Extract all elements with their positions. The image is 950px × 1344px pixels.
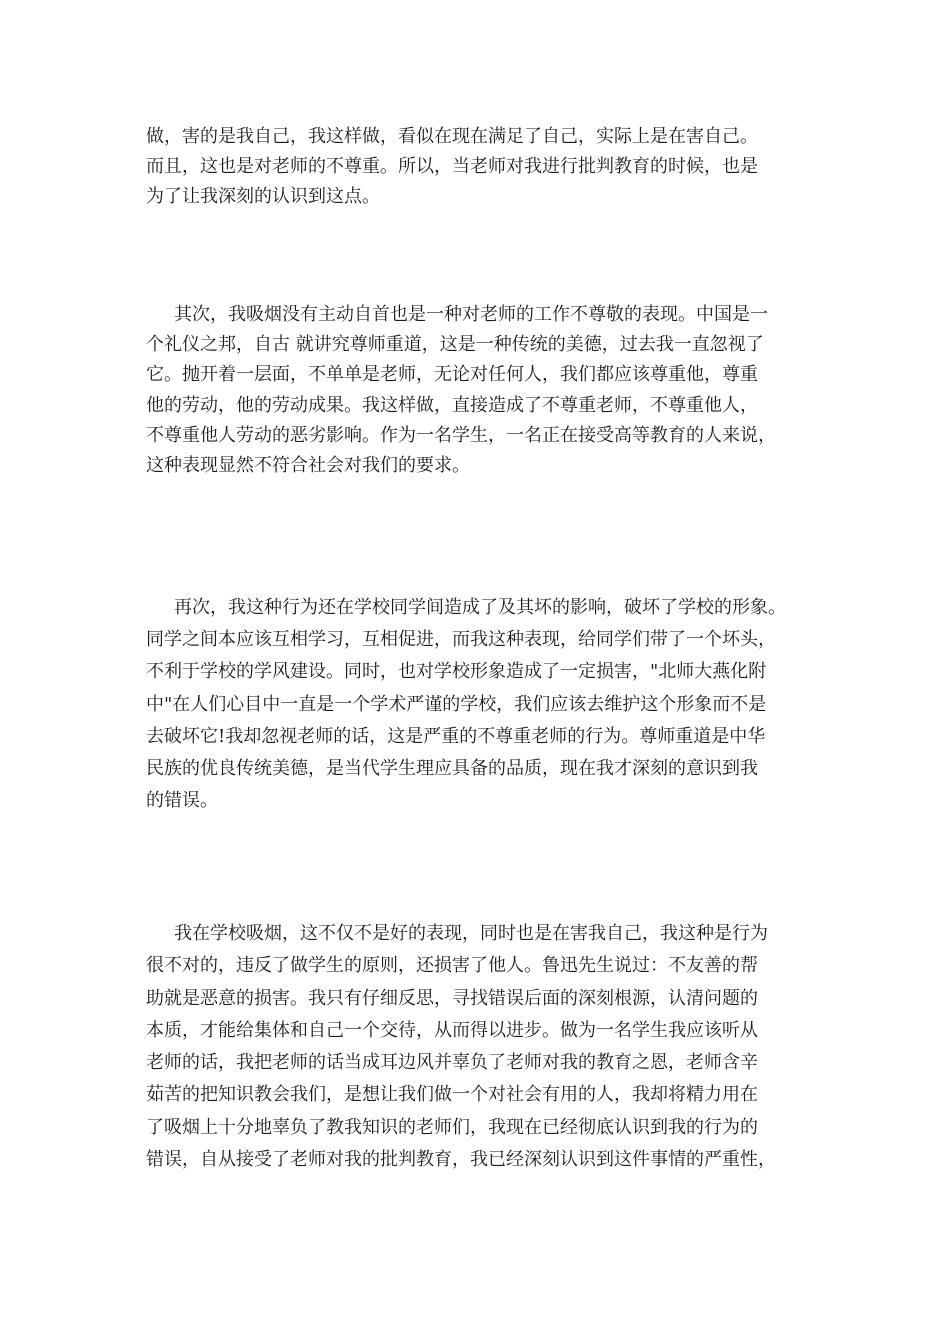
text-line: 茹苦的把知识教会我们，是想让我们做一个对社会有用的人，我却将精力用在 (146, 1084, 758, 1106)
text-line: 助就是恶意的损害。我只有仔细反思，寻找错误后面的深刻根源，认清问题的 (146, 987, 758, 1009)
text-line: 民族的优良传统美德，是当代学生理应具备的品质，现在我才深刻的意识到我 (146, 757, 758, 779)
text-line: 中"在人们心目中一直是一个学术严谨的学校，我们应该去维护这个形象而不是 (146, 693, 767, 715)
text-line: 其次，我吸烟没有主动自首也是一种对老师的工作不尊敬的表现。中国是一 (174, 304, 768, 325)
text-line: 我在学校吸烟，这不仅不是好的表现，同时也是在害我自己，我这种是行为 (174, 923, 768, 944)
paragraph-4 (146, 918, 826, 1176)
text-line: 为了让我深刻的认识到这点。 (146, 186, 380, 207)
text-line: 做，害的是我自己，我这样做，看似在现在满足了自己，实际上是在害自己。 (146, 126, 758, 147)
text-line: 个礼仪之邦，自古 就讲究尊师重道，这是一种传统的美德，过去我一直忽视了 (146, 334, 764, 356)
text-line: 他的劳动，他的劳动成果。我这样做，直接造成了不尊重老师，不尊重他人， (146, 394, 758, 416)
text-line: 的错误。 (146, 790, 218, 812)
text-line: 错误，自从接受了老师对我的批判教育，我已经深刻认识到这件事情的严重性， (146, 1149, 776, 1171)
text-line: 老师的话，我把老师的话当成耳边风并辜负了老师对我的教育之恩，老师含辛 (146, 1052, 758, 1074)
text-line: 不尊重他人劳动的恶劣影响。作为一名学生，一名正在接受高等教育的人来说， (146, 424, 776, 446)
text-line: 很不对的，违反了做学生的原则，还损害了他人。鲁迅先生说过：不友善的帮 (146, 955, 758, 977)
text-line: 本质，才能给集体和自己一个交待，从而得以进步。做为一名学生我应该听从 (146, 1019, 758, 1041)
paragraph-1 (146, 122, 826, 212)
text-line: 而且，这也是对老师的不尊重。所以，当老师对我进行批判教育的时候，也是 (146, 156, 758, 177)
paragraph-3 (146, 592, 826, 817)
text-line: 它。抛开着一层面，不单单是老师，无论对任何人，我们都应该尊重他，尊重 (146, 364, 758, 386)
text-line: 同学之间本应该互相学习，互相促进，而我这种表现，给同学们带了一个坏头， (146, 629, 776, 651)
text-line: 不利于学校的学风建设。同时，也对学校形象造成了一定损害，"北师大燕化附 (146, 661, 767, 683)
text-line: 了吸烟上十分地辜负了教我知识的老师们，我现在已经彻底认识到我的行为的 (146, 1116, 758, 1138)
paragraph-2 (146, 300, 826, 481)
text-line: 再次，我这种行为还在学校同学间造成了及其坏的影响，破坏了学校的形象。 (174, 597, 786, 618)
text-line: 这种表现显然不符合社会对我们的要求。 (146, 454, 470, 476)
text-line: 去破坏它!我却忽视老师的话，这是严重的不尊重老师的行为。尊师重道是中华 (146, 725, 766, 747)
